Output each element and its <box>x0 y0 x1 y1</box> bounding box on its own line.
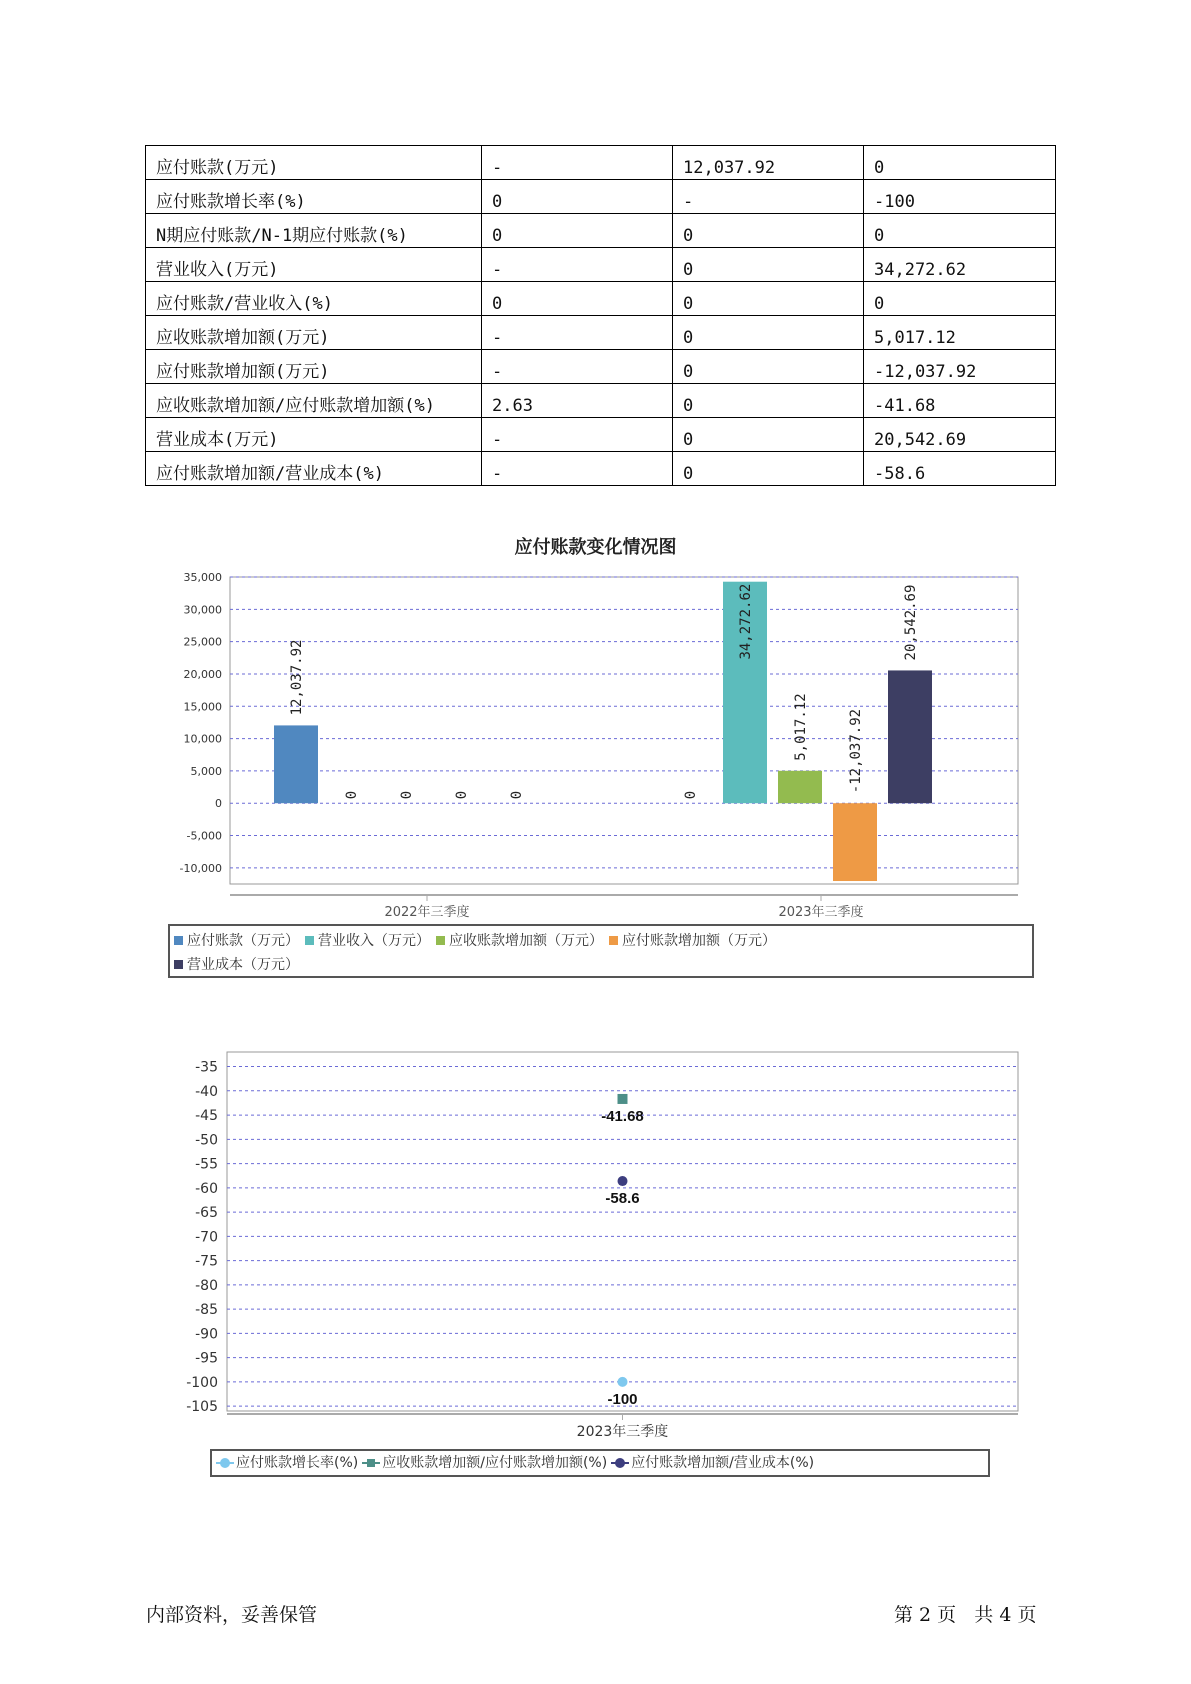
table-cell: 34,272.62 <box>864 248 1056 282</box>
scatter-chart-y-tick-label: -65 <box>195 1205 218 1222</box>
table-row-label: 应付账款(万元) <box>146 146 482 180</box>
table-row-label: 应收账款增加额(万元) <box>146 316 482 350</box>
table-cell: - <box>482 350 673 384</box>
table-cell: 20,542.69 <box>864 418 1056 452</box>
scatter-chart-y-tick-label: -35 <box>195 1059 218 1076</box>
table-cell: 5,017.12 <box>864 316 1056 350</box>
table-cell: -41.68 <box>864 384 1056 418</box>
table-cell: - <box>482 452 673 486</box>
table-cell: 0 <box>482 180 673 214</box>
footer-page-number: 第 2 页 共 4 页 <box>894 1604 1037 1626</box>
bar-data-label: 0 <box>454 790 470 800</box>
table-cell: 0 <box>673 282 864 316</box>
scatter-chart-y-tick-label: -40 <box>195 1083 218 1100</box>
bar-data-label: 20,542.69 <box>903 584 919 661</box>
legend-item <box>611 1451 814 1475</box>
table-cell: 0 <box>864 214 1056 248</box>
table-cell: - <box>482 316 673 350</box>
table-row-label: 应付账款增加额/营业成本(%) <box>146 452 482 486</box>
table-cell: 0 <box>673 248 864 282</box>
table-cell: -58.6 <box>864 452 1056 486</box>
scatter-chart-legend <box>210 1449 990 1477</box>
table-cell: 0 <box>864 146 1056 180</box>
table-cell: 0 <box>673 418 864 452</box>
scatter-chart-y-tick-label: -70 <box>195 1229 218 1246</box>
scatter-chart-y-tick-label: -90 <box>195 1326 218 1343</box>
bar-chart-y-tick-label: 30,000 <box>183 603 222 617</box>
table-row-label: 应付账款增加额(万元) <box>146 350 482 384</box>
legend-label: 应付账款增加额/营业成本(%) <box>631 1455 815 1471</box>
bar-chart-y-tick-label: 5,000 <box>190 764 222 778</box>
table-cell: 0 <box>673 384 864 418</box>
bar-chart-y-tick-label: 0 <box>215 797 222 811</box>
table-cell: -12,037.92 <box>864 350 1056 384</box>
scatter-chart-y-tick-label: -85 <box>195 1302 218 1319</box>
bar-chart-y-tick-label: 35,000 <box>183 571 222 584</box>
bar-data-label: -12,037.92 <box>848 708 864 794</box>
scatter-chart-y-tick-label: -55 <box>195 1156 218 1173</box>
table-cell: - <box>673 180 864 214</box>
bar-chart-category-label: 2023年三季度 <box>778 905 864 920</box>
legend-label: 应付账款增加额（万元） <box>622 933 776 949</box>
legend-label: 应付账款（万元） <box>187 933 299 949</box>
bar-chart-y-tick-label: -10,000 <box>179 861 222 875</box>
scatter-chart-y-tick-label: -60 <box>195 1180 218 1197</box>
scatter-data-label: -58.6 <box>605 1190 640 1208</box>
table-cell: 0 <box>673 316 864 350</box>
bar-chart-y-tick-label: 25,000 <box>183 635 222 649</box>
scatter-chart-y-tick-label: -105 <box>186 1399 218 1416</box>
bar-data-label: 5,017.12 <box>793 693 809 761</box>
bar-data-label: 34,272.62 <box>738 583 754 660</box>
legend-marker <box>611 1458 629 1468</box>
scatter-chart-y-tick-label: -50 <box>195 1132 218 1149</box>
scatter-chart-y-tick-label: -75 <box>195 1253 218 1270</box>
table-cell: 0 <box>864 282 1056 316</box>
footer-confidential-note: 内部资料，妥善保管 <box>146 1604 318 1626</box>
legend-marker <box>216 1458 234 1468</box>
legend-label: 应收账款增加额（万元） <box>449 933 603 949</box>
table-cell: 0 <box>673 350 864 384</box>
table-cell: 0 <box>673 214 864 248</box>
scatter-chart-y-tick-label: -80 <box>195 1277 218 1294</box>
bar-chart-y-tick-label: -5,000 <box>186 829 222 843</box>
legend-label: 应收账款增加额/应付账款增加额(%) <box>382 1455 608 1471</box>
table-cell: 0 <box>482 282 673 316</box>
table-row-label: 应付账款/营业收入(%) <box>146 282 482 316</box>
scatter-point <box>618 1176 628 1186</box>
legend-marker <box>362 1458 380 1468</box>
table-row-label: 营业收入(万元) <box>146 248 482 282</box>
bar-data-label: 0 <box>399 790 415 800</box>
legend-item <box>362 1451 607 1475</box>
scatter-chart-category-label: 2023年三季度 <box>576 1424 669 1440</box>
bar-data-label: 0 <box>509 790 525 800</box>
table-row-label: N期应付账款/N-1期应付账款(%) <box>146 214 482 248</box>
scatter-data-label: -41.68 <box>601 1107 644 1125</box>
table-row-label: 应收账款增加额/应付账款增加额(%) <box>146 384 482 418</box>
bar-chart-title: 应付账款变化情况图 <box>514 537 677 558</box>
table-cell: -100 <box>864 180 1056 214</box>
table-cell: 12,037.92 <box>673 146 864 180</box>
bar-chart-y-tick-label: 10,000 <box>183 732 222 746</box>
scatter-chart-y-tick-label: -100 <box>186 1374 218 1391</box>
table-cell: - <box>482 248 673 282</box>
scatter-point <box>618 1377 628 1387</box>
bar-data-label: 0 <box>344 790 360 800</box>
bar-data-label: 0 <box>683 790 699 800</box>
legend-label: 营业成本（万元） <box>187 957 299 973</box>
bar-chart-category-label: 2022年三季度 <box>384 905 470 920</box>
scatter-point <box>618 1094 628 1104</box>
table-cell: - <box>482 418 673 452</box>
legend-label: 应付账款增长率(%) <box>236 1455 359 1471</box>
table-cell: 2.63 <box>482 384 673 418</box>
scatter-data-label: -100 <box>607 1390 638 1408</box>
bar-chart-y-tick-label: 15,000 <box>183 700 222 714</box>
table-cell: - <box>482 146 673 180</box>
scatter-chart-y-tick-label: -95 <box>195 1350 218 1367</box>
bar-data-label: 12,037.92 <box>289 639 305 716</box>
legend-label: 营业收入（万元） <box>318 933 430 949</box>
table-cell: 0 <box>673 452 864 486</box>
scatter-chart-y-tick-label: -45 <box>195 1108 218 1125</box>
table-row-label: 营业成本(万元) <box>146 418 482 452</box>
table-cell: 0 <box>482 214 673 248</box>
table-row-label: 应付账款增长率(%) <box>146 180 482 214</box>
bar-chart-y-tick-label: 20,000 <box>183 667 222 681</box>
legend-item <box>216 1451 358 1475</box>
